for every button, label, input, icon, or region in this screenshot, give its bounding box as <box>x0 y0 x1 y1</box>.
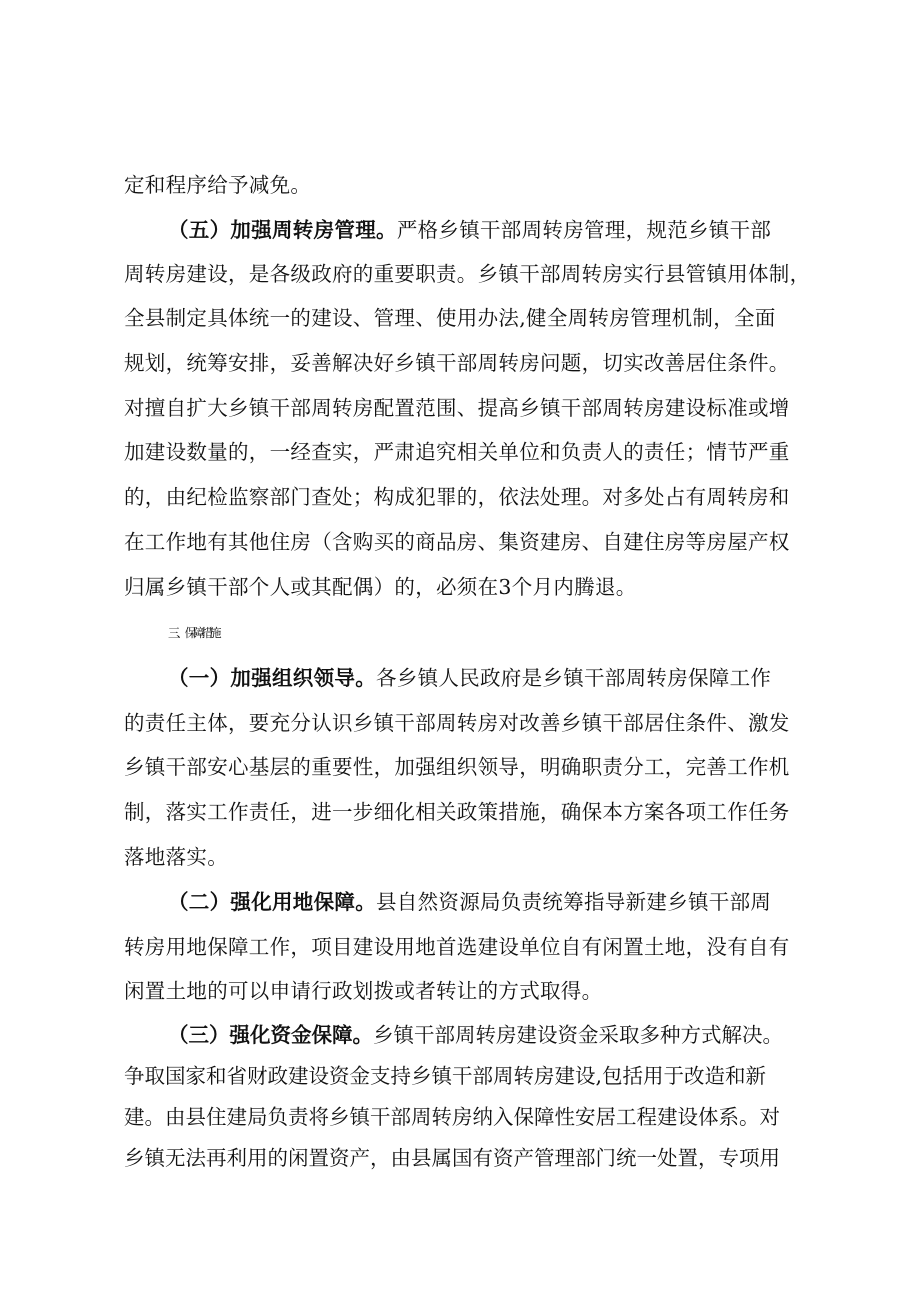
section-heading: 三、保障措施 <box>168 626 218 640</box>
paragraph-line: 在工作地有其他住房（含购买的商品房、集资建房、自建住房等房屋产权 <box>124 530 790 554</box>
paragraph-line: 全县制定具体统一的建设、管理、使用办法,健全周转房管理机制，全面 <box>124 306 776 330</box>
paragraph-first-line: （五）加强周转房管理。严格乡镇干部周转房管理，规范乡镇干部 <box>168 218 772 242</box>
paragraph-line: 归属乡镇干部个人或其配偶）的，必须在3个月内腾退。 <box>124 575 637 599</box>
paragraph-first-line: （二）强化用地保障。县自然资源局负责统筹指导新建乡镇干部周 <box>168 890 772 914</box>
paragraph-line: 闲置土地的可以申请行政划拨或者转让的方式取得。 <box>124 979 603 1003</box>
paragraph-line: 乡镇无法再利用的闲置资产，由县属国有资产管理部门统一处置，专项用 <box>124 1146 780 1170</box>
paragraph-line: 周转房建设，是各级政府的重要职责。乡镇干部周转房实行县管镇用体制， <box>124 262 811 286</box>
paragraph-line: 定和程序给予减免。 <box>124 173 312 197</box>
section-lead-1: （一）加强组织领导。 <box>168 666 376 690</box>
paragraph-line: 对擅自扩大乡镇干部周转房配置范围、提高乡镇干部周转房建设标准或增 <box>124 396 790 420</box>
paragraph-first-line: （一）加强组织领导。各乡镇人民政府是乡镇干部周转房保障工作 <box>168 666 772 690</box>
paragraph-line: 规划，统筹安排，妥善解决好乡镇干部周转房问题，切实改善居住条件。 <box>124 351 790 375</box>
paragraph-line: 建。由县住建局负责将乡镇干部周转房纳入保障性安居工程建设体系。对 <box>124 1105 780 1129</box>
paragraph-line: 争取国家和省财政建设资金支持乡镇干部周转房建设,包括用于改造和新 <box>124 1064 767 1088</box>
paragraph-line: 乡镇干部安心基层的重要性，加强组织领导，明确职责分工，完善工作机 <box>124 755 790 779</box>
paragraph-first-line: （三）强化资金保障。乡镇干部周转房建设资金采取多种方式解决。 <box>168 1023 783 1047</box>
paragraph-line: 加建设数量的，一经查实，严肃追究相关单位和负责人的责任；情节严重 <box>124 440 790 464</box>
section-lead-2: （二）强化用地保障。 <box>168 890 376 914</box>
paragraph-line: 的，由纪检监察部门查处；构成犯罪的，依法处理。对多处占有周转房和 <box>124 485 790 509</box>
section-lead-5: （五）加强周转房管理。 <box>168 218 397 242</box>
paragraph-line: 制，落实工作责任，进一步细化相关政策措施，确保本方案各项工作任务 <box>124 800 790 824</box>
paragraph-line: 的责任主体，要充分认识乡镇干部周转房对改善乡镇干部居住条件、激发 <box>124 711 790 735</box>
paragraph-line: 落地落实。 <box>124 845 228 869</box>
paragraph-line: 转房用地保障工作，项目建设用地首选建设单位自有闲置土地，没有自有 <box>124 935 790 959</box>
section-lead-3: （三）强化资金保障。 <box>168 1023 373 1047</box>
